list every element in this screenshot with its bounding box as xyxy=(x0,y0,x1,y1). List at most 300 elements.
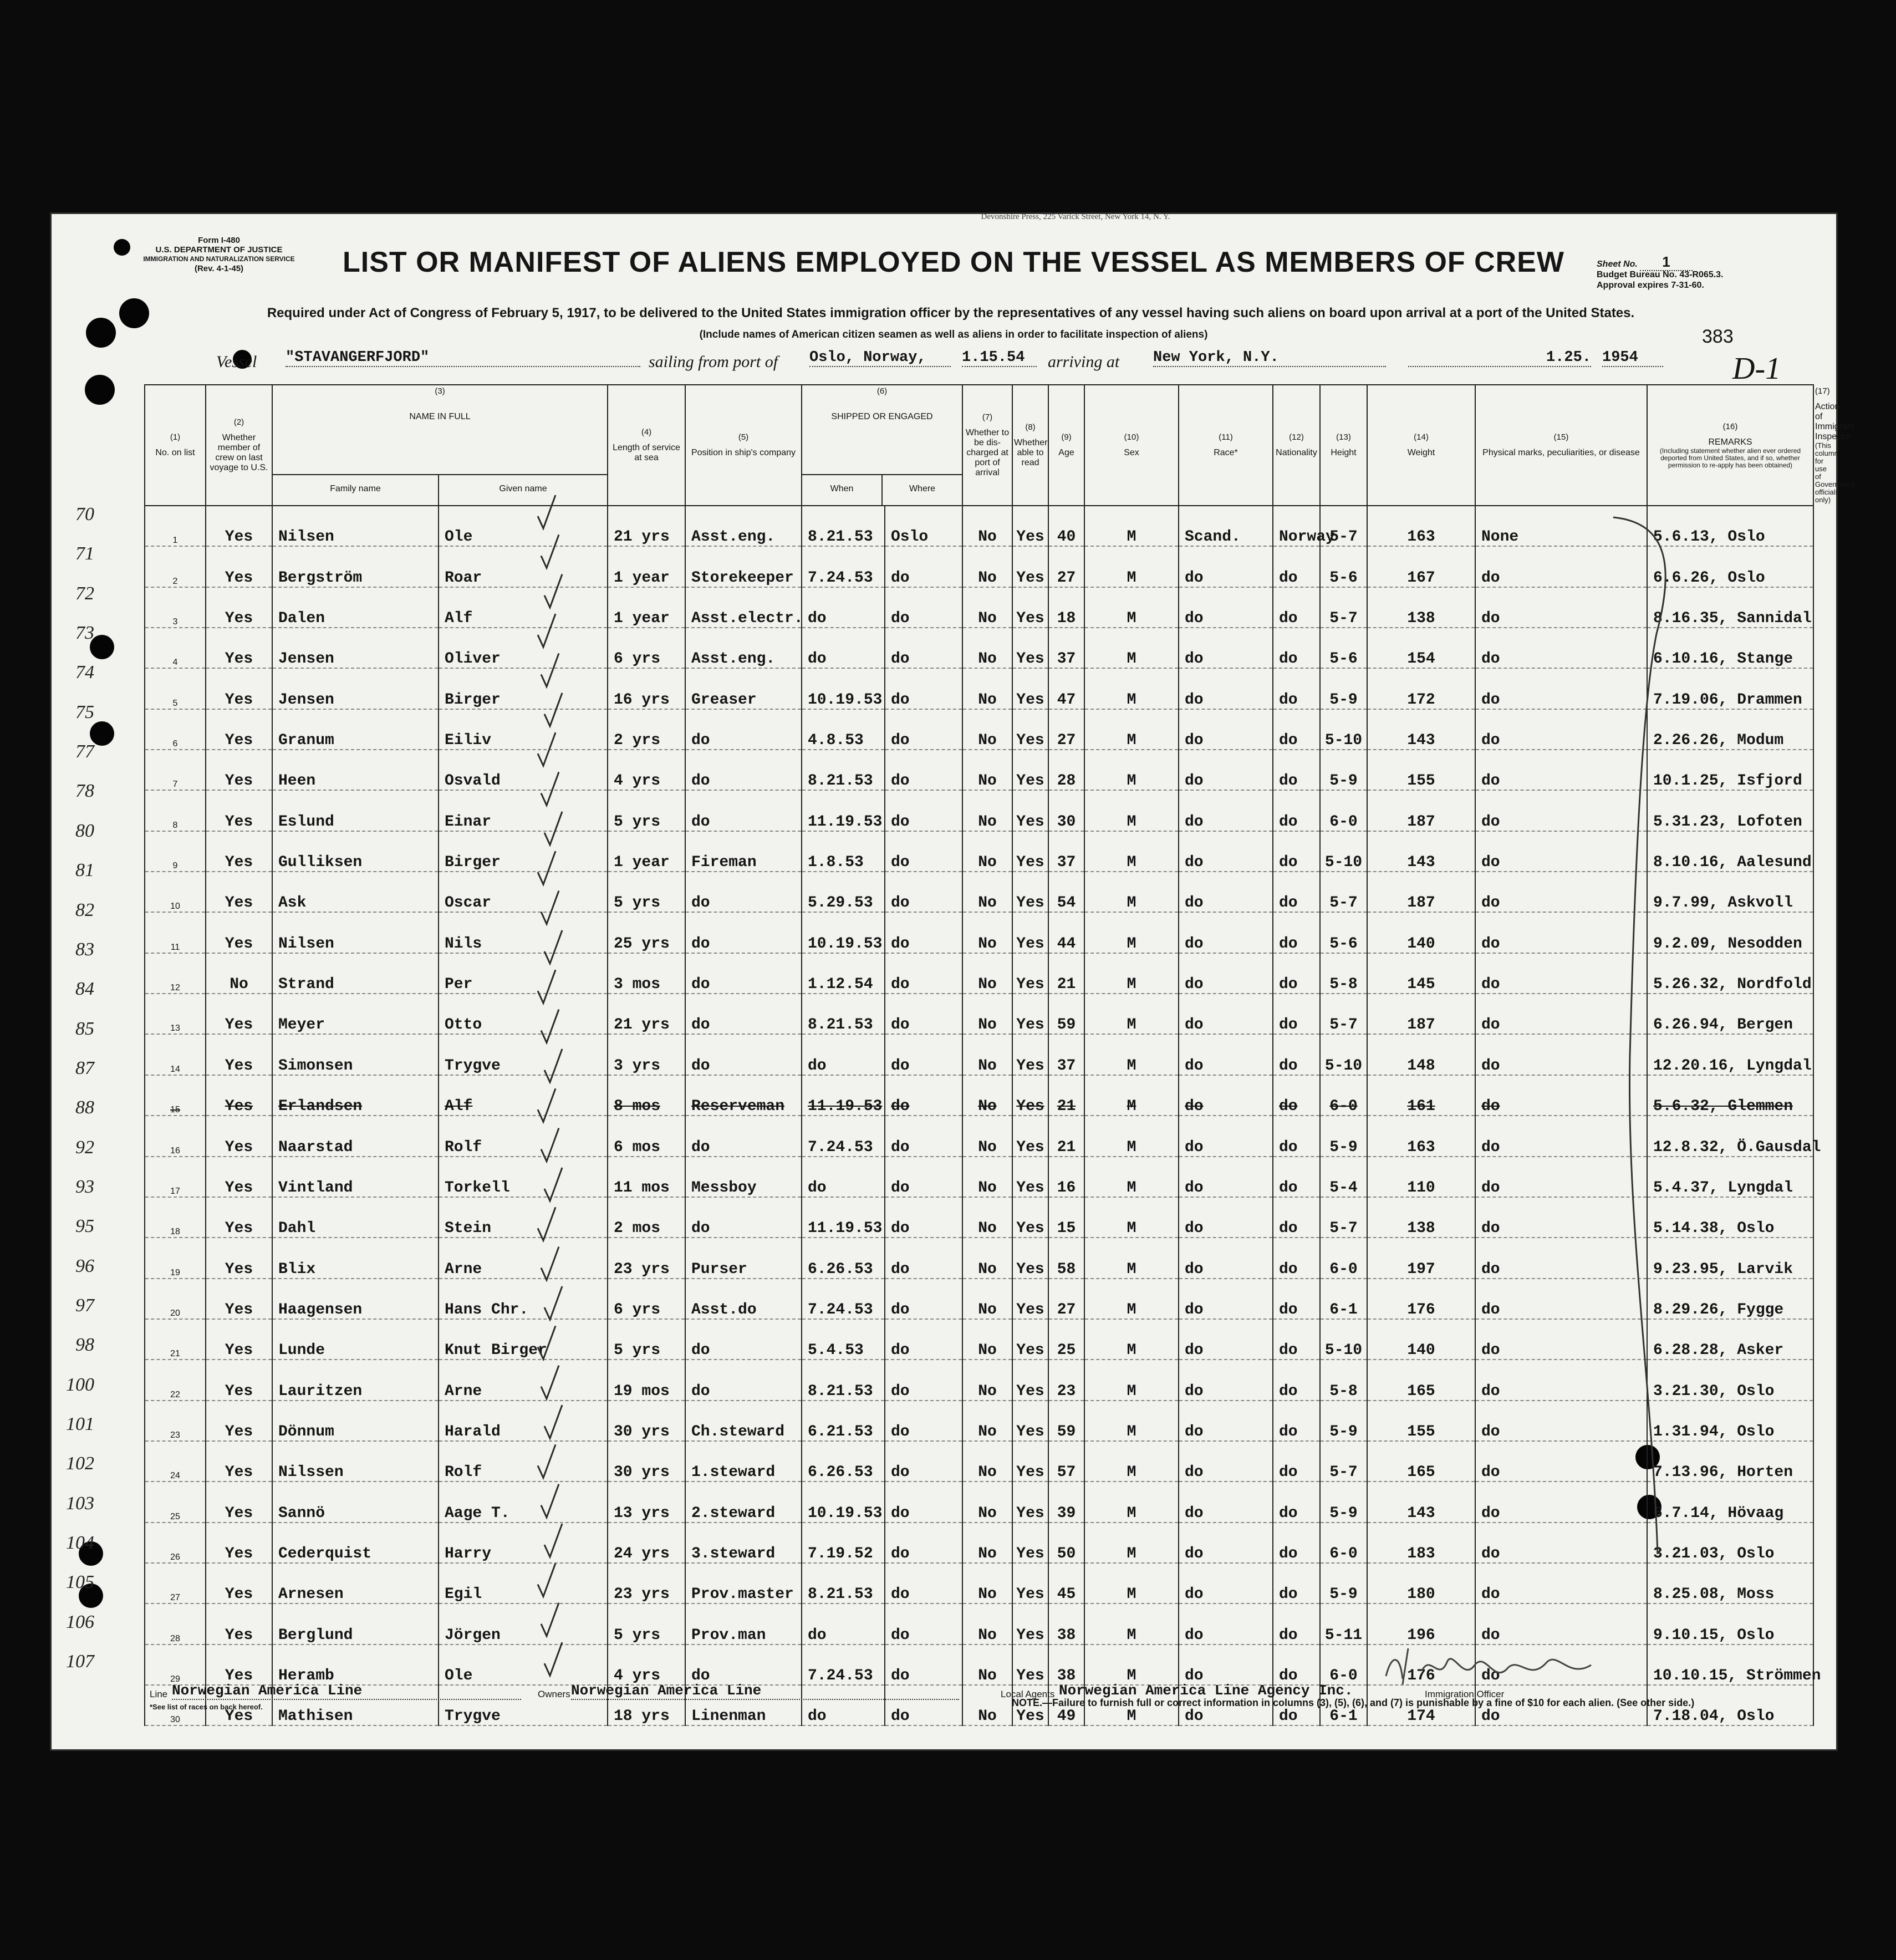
cell-line-no: 1 xyxy=(145,506,206,546)
cell-when: 10.19.53 xyxy=(802,912,885,953)
cell-when: 11.19.53 xyxy=(802,1075,885,1116)
arrival-year: 1954 xyxy=(1602,349,1663,367)
cell-race: do xyxy=(1179,709,1273,750)
cell-age: 15 xyxy=(1048,1197,1084,1238)
cell-age: 38 xyxy=(1048,1645,1084,1685)
cell-line-no: 15 xyxy=(145,1075,206,1116)
cell-service: 8 mos xyxy=(608,1075,685,1116)
cell-given: Stein xyxy=(439,1197,608,1238)
cell-age: 37 xyxy=(1048,1034,1084,1075)
margin-number: 83 xyxy=(75,939,94,960)
cell-crew: Yes xyxy=(206,790,272,831)
cell-line-no: 29 xyxy=(145,1645,206,1685)
cell-age: 21 xyxy=(1048,1075,1084,1116)
margin-number: 95 xyxy=(75,1216,94,1237)
cell-sex: M xyxy=(1084,1441,1179,1482)
cell-sex: M xyxy=(1084,1238,1179,1278)
cell-where: do xyxy=(885,1645,962,1685)
table-row xyxy=(145,1279,1813,1319)
cell-read: Yes xyxy=(1012,953,1048,994)
cell-crew: Yes xyxy=(206,994,272,1034)
cell-family: Nilsen xyxy=(272,912,439,953)
cell-read: Yes xyxy=(1012,1197,1048,1238)
cell-service: 30 yrs xyxy=(608,1441,685,1482)
cell-discharged: No xyxy=(962,1075,1012,1116)
cell-read: Yes xyxy=(1012,1685,1048,1725)
cell-service: 5 yrs xyxy=(608,790,685,831)
form-identifier xyxy=(128,236,310,273)
col-header-family-name: Family name xyxy=(273,475,439,505)
cell-sex: M xyxy=(1084,506,1179,546)
margin-number: 81 xyxy=(75,860,94,881)
cell-race: do xyxy=(1179,790,1273,831)
cell-nationality: do xyxy=(1273,1116,1320,1156)
cell-position: do xyxy=(685,709,802,750)
cell-weight: 180 xyxy=(1367,1563,1475,1603)
col-header-list-no: (1) No. on list xyxy=(145,385,206,506)
cell-height: 5-6 xyxy=(1320,628,1367,668)
cell-sex: M xyxy=(1084,1279,1179,1319)
cell-weight: 176 xyxy=(1367,1279,1475,1319)
approval-expiry: Approval expires 7-31-60. xyxy=(1597,281,1704,290)
cell-read: Yes xyxy=(1012,506,1048,546)
sailing-label: sailing from port of xyxy=(649,353,778,371)
margin-number: 100 xyxy=(66,1374,94,1395)
cell-weight: 140 xyxy=(1367,1319,1475,1360)
cell-weight: 148 xyxy=(1367,1034,1475,1075)
cell-marks: do xyxy=(1475,1116,1647,1156)
table-row xyxy=(145,750,1813,790)
cell-height: 5-10 xyxy=(1320,831,1367,872)
cell-line-no: 7 xyxy=(145,750,206,790)
cell-weight: 187 xyxy=(1367,994,1475,1034)
cell-remarks: 5.6.32, Glemmen xyxy=(1647,1075,1813,1116)
cell-when: 8.21.53 xyxy=(802,750,885,790)
cell-where: do xyxy=(885,1319,962,1360)
cell-marks: do xyxy=(1475,1238,1647,1278)
crew-rows xyxy=(145,506,1821,1725)
cell-when: 8.21.53 xyxy=(802,1360,885,1400)
cell-nationality: do xyxy=(1273,1034,1320,1075)
cell-given: Arne xyxy=(439,1360,608,1400)
cell-when: 8.21.53 xyxy=(802,994,885,1034)
cell-race: do xyxy=(1179,872,1273,912)
cell-where: do xyxy=(885,953,962,994)
cell-remarks: 10.10.15, Strömmen xyxy=(1647,1645,1813,1685)
cell-discharged: No xyxy=(962,1157,1012,1197)
cell-given: Harry xyxy=(439,1523,608,1563)
margin-number: 102 xyxy=(66,1453,94,1474)
cell-discharged: No xyxy=(962,831,1012,872)
cell-position: do xyxy=(685,872,802,912)
cell-height: 5-10 xyxy=(1320,1319,1367,1360)
vessel-line xyxy=(216,348,1685,376)
cell-family: Gulliksen xyxy=(272,831,439,872)
col-header-height: (13) Height xyxy=(1320,385,1367,506)
table-row xyxy=(145,709,1813,750)
cell-age: 27 xyxy=(1048,546,1084,587)
cell-discharged: No xyxy=(962,1279,1012,1319)
cell-service: 3 mos xyxy=(608,953,685,994)
table-row xyxy=(145,953,1813,994)
cell-family: Dalen xyxy=(272,587,439,628)
cell-discharged: No xyxy=(962,1645,1012,1685)
margin-number: 105 xyxy=(66,1572,94,1593)
cell-family: Nilsen xyxy=(272,506,439,546)
cell-age: 39 xyxy=(1048,1482,1084,1522)
cell-line-no: 16 xyxy=(145,1116,206,1156)
cell-family: Granum xyxy=(272,709,439,750)
cell-when: 1.8.53 xyxy=(802,831,885,872)
cell-position: Asst.do xyxy=(685,1279,802,1319)
cell-remarks: 7.19.06, Drammen xyxy=(1647,668,1813,709)
officer-label: Immigration Officer xyxy=(1425,1689,1505,1699)
cell-race: do xyxy=(1179,668,1273,709)
cell-service: 19 mos xyxy=(608,1360,685,1400)
cell-line-no: 6 xyxy=(145,709,206,750)
cell-read: Yes xyxy=(1012,1523,1048,1563)
cell-remarks: 8.25.08, Moss xyxy=(1647,1563,1813,1603)
cell-age: 44 xyxy=(1048,912,1084,953)
cell-race: do xyxy=(1179,1034,1273,1075)
cell-family: Dönnum xyxy=(272,1401,439,1441)
table-row xyxy=(145,1075,1813,1116)
cell-crew: Yes xyxy=(206,1441,272,1482)
margin-number: 97 xyxy=(75,1295,94,1316)
cell-read: Yes xyxy=(1012,1441,1048,1482)
cell-nationality: do xyxy=(1273,790,1320,831)
line-value: Norwegian America Line xyxy=(172,1682,521,1700)
cell-read: Yes xyxy=(1012,912,1048,953)
cell-age: 30 xyxy=(1048,790,1084,831)
cell-given: Rolf xyxy=(439,1441,608,1482)
cell-given: Eiliv xyxy=(439,709,608,750)
cell-family: Arnesen xyxy=(272,1563,439,1603)
margin-number: 101 xyxy=(66,1414,94,1435)
arrival-port: New York, N.Y. xyxy=(1153,349,1386,367)
cell-when: 5.4.53 xyxy=(802,1319,885,1360)
cell-sex: M xyxy=(1084,1197,1179,1238)
cell-crew: Yes xyxy=(206,1075,272,1116)
cell-crew: Yes xyxy=(206,912,272,953)
table-row xyxy=(145,1197,1813,1238)
cell-family: Cederquist xyxy=(272,1523,439,1563)
cell-where: do xyxy=(885,1360,962,1400)
cell-sex: M xyxy=(1084,1645,1179,1685)
cell-where: do xyxy=(885,1157,962,1197)
cell-family: Lauritzen xyxy=(272,1360,439,1400)
cell-remarks: 2.26.26, Modum xyxy=(1647,709,1813,750)
cell-discharged: No xyxy=(962,1523,1012,1563)
cell-age: 47 xyxy=(1048,668,1084,709)
cell-service: 24 yrs xyxy=(608,1523,685,1563)
cell-marks: do xyxy=(1475,1157,1647,1197)
margin-number: 72 xyxy=(75,583,94,604)
cell-given: Ole xyxy=(439,506,608,546)
cell-nationality: do xyxy=(1273,1319,1320,1360)
cell-family: Haagensen xyxy=(272,1279,439,1319)
cell-where: Oslo xyxy=(885,506,962,546)
cell-position: do xyxy=(685,750,802,790)
cell-read: Yes xyxy=(1012,1401,1048,1441)
cell-remarks: 12.20.16, Lyngdal xyxy=(1647,1034,1813,1075)
cell-when: 7.24.53 xyxy=(802,1116,885,1156)
col-header-sex: (10) Sex xyxy=(1084,385,1179,506)
margin-number: 104 xyxy=(66,1533,94,1554)
cell-race: Scand. xyxy=(1179,506,1273,546)
cell-sex: M xyxy=(1084,1685,1179,1725)
cell-crew: Yes xyxy=(206,1116,272,1156)
cell-where: do xyxy=(885,1116,962,1156)
manifest-sheet xyxy=(50,212,1855,1751)
cell-position: do xyxy=(685,790,802,831)
cell-age: 37 xyxy=(1048,831,1084,872)
cell-remarks: 7.13.96, Horten xyxy=(1647,1441,1813,1482)
cell-remarks: 9.2.09, Nesodden xyxy=(1647,912,1813,953)
cell-remarks: 1.31.94, Oslo xyxy=(1647,1401,1813,1441)
owners-label: Owners xyxy=(538,1689,570,1699)
cell-nationality: do xyxy=(1273,628,1320,668)
cell-given: Rolf xyxy=(439,1116,608,1156)
cell-race: do xyxy=(1179,1319,1273,1360)
cell-race: do xyxy=(1179,1401,1273,1441)
margin-number: 75 xyxy=(75,701,94,722)
cell-nationality: do xyxy=(1273,831,1320,872)
cell-service: 6 mos xyxy=(608,1116,685,1156)
cell-given: Birger xyxy=(439,831,608,872)
cell-weight: 145 xyxy=(1367,953,1475,994)
cell-nationality: do xyxy=(1273,994,1320,1034)
cell-read: Yes xyxy=(1012,994,1048,1034)
table-row xyxy=(145,831,1813,872)
margin-number: 84 xyxy=(75,979,94,1000)
cell-discharged: No xyxy=(962,994,1012,1034)
cell-where: do xyxy=(885,546,962,587)
cell-crew: Yes xyxy=(206,1685,272,1725)
cell-marks: do xyxy=(1475,1603,1647,1644)
page-title: LIST OR MANIFEST OF ALIENS EMPLOYED ON THE VESSEL AS MEMBERS OF CREW xyxy=(343,246,1564,278)
cell-where: do xyxy=(885,1685,962,1725)
cell-given: Harald xyxy=(439,1401,608,1441)
cell-family: Mathisen xyxy=(272,1685,439,1725)
cell-height: 5-7 xyxy=(1320,872,1367,912)
cell-family: Eslund xyxy=(272,790,439,831)
cell-weight: 183 xyxy=(1367,1523,1475,1563)
cell-age: 49 xyxy=(1048,1685,1084,1725)
cell-height: 5-6 xyxy=(1320,546,1367,587)
cell-remarks: 6.7.14, Hövaag xyxy=(1647,1482,1813,1522)
cell-discharged: No xyxy=(962,1360,1012,1400)
cell-family: Berglund xyxy=(272,1603,439,1644)
cell-read: Yes xyxy=(1012,546,1048,587)
cell-discharged: No xyxy=(962,628,1012,668)
margin-number: 93 xyxy=(75,1176,94,1197)
cell-given: Einar xyxy=(439,790,608,831)
cell-service: 5 yrs xyxy=(608,1319,685,1360)
cell-line-no: 18 xyxy=(145,1197,206,1238)
cell-when: 6.26.53 xyxy=(802,1238,885,1278)
service: IMMIGRATION AND NATURALIZATION SERVICE xyxy=(143,255,295,263)
cell-position: Asst.electr. xyxy=(685,587,802,628)
cell-where: do xyxy=(885,1603,962,1644)
cell-when: 7.24.53 xyxy=(802,1645,885,1685)
cell-crew: Yes xyxy=(206,1401,272,1441)
cell-marks: do xyxy=(1475,790,1647,831)
cell-height: 5-11 xyxy=(1320,1603,1367,1644)
cell-position: Asst.eng. xyxy=(685,628,802,668)
cell-weight: 176 xyxy=(1367,1645,1475,1685)
cell-race: do xyxy=(1179,1238,1273,1278)
cell-line-no: 27 xyxy=(145,1563,206,1603)
cell-age: 27 xyxy=(1048,1279,1084,1319)
cell-sex: M xyxy=(1084,709,1179,750)
cell-crew: Yes xyxy=(206,1603,272,1644)
cell-weight: 155 xyxy=(1367,750,1475,790)
cell-sex: M xyxy=(1084,668,1179,709)
cell-age: 27 xyxy=(1048,709,1084,750)
cell-nationality: do xyxy=(1273,1603,1320,1644)
cell-when: 8.21.53 xyxy=(802,1563,885,1603)
cell-where: do xyxy=(885,628,962,668)
cell-family: Dahl xyxy=(272,1197,439,1238)
cell-remarks: 6.26.94, Bergen xyxy=(1647,994,1813,1034)
cell-age: 18 xyxy=(1048,587,1084,628)
cell-nationality: do xyxy=(1273,1563,1320,1603)
cell-when: do xyxy=(802,1603,885,1644)
budget-bureau: Budget Bureau No. 43-R065.3. xyxy=(1597,270,1724,279)
cell-marks: do xyxy=(1475,1685,1647,1725)
margin-number: 74 xyxy=(75,662,94,683)
cell-line-no: 25 xyxy=(145,1482,206,1522)
margin-number: 73 xyxy=(75,623,94,644)
vessel-name: "STAVANGERFJORD" xyxy=(286,349,640,367)
margin-number: 96 xyxy=(75,1255,94,1276)
cell-race: do xyxy=(1179,994,1273,1034)
cell-crew: Yes xyxy=(206,628,272,668)
cell-position: do xyxy=(685,1116,802,1156)
cell-marks: do xyxy=(1475,872,1647,912)
col-header-shipped: (6) SHIPPED OR ENGAGED When Where xyxy=(802,385,962,506)
cell-read: Yes xyxy=(1012,1563,1048,1603)
arrival-date: 1.25. xyxy=(1408,349,1591,367)
table-row xyxy=(145,1563,1813,1603)
cell-read: Yes xyxy=(1012,1482,1048,1522)
cell-where: do xyxy=(885,1197,962,1238)
table-row xyxy=(145,1441,1813,1482)
cell-where: do xyxy=(885,587,962,628)
cell-crew: Yes xyxy=(206,1197,272,1238)
cell-family: Blix xyxy=(272,1238,439,1278)
cell-read: Yes xyxy=(1012,1116,1048,1156)
cell-weight: 155 xyxy=(1367,1401,1475,1441)
table-row xyxy=(145,1238,1813,1278)
col-header-when: When xyxy=(802,475,883,505)
cell-nationality: do xyxy=(1273,668,1320,709)
sheet-number: 1 xyxy=(1640,253,1692,271)
cell-marks: do xyxy=(1475,1401,1647,1441)
cell-service: 5 yrs xyxy=(608,1603,685,1644)
cell-height: 6-0 xyxy=(1320,1645,1367,1685)
vessel-label: Vessel xyxy=(216,353,257,371)
cell-when: do xyxy=(802,587,885,628)
cell-race: do xyxy=(1179,912,1273,953)
cell-discharged: No xyxy=(962,790,1012,831)
table-row xyxy=(145,872,1813,912)
arriving-label: arriving at xyxy=(1048,353,1120,371)
cell-nationality: do xyxy=(1273,1685,1320,1725)
cell-race: do xyxy=(1179,1116,1273,1156)
cell-line-no: 24 xyxy=(145,1441,206,1482)
cell-service: 25 yrs xyxy=(608,912,685,953)
cell-sex: M xyxy=(1084,1034,1179,1075)
cell-family: Heramb xyxy=(272,1645,439,1685)
cell-crew: Yes xyxy=(206,872,272,912)
cell-nationality: do xyxy=(1273,1645,1320,1685)
cell-position: Messboy xyxy=(685,1157,802,1197)
departure-date: 1.15.54 xyxy=(962,349,1037,367)
cell-line-no: 21 xyxy=(145,1319,206,1360)
cell-sex: M xyxy=(1084,587,1179,628)
races-note: *See list of races on back hereof. xyxy=(150,1703,263,1711)
cell-height: 5-9 xyxy=(1320,1482,1367,1522)
cell-when: 7.24.53 xyxy=(802,1279,885,1319)
cell-marks: do xyxy=(1475,994,1647,1034)
cell-service: 2 yrs xyxy=(608,709,685,750)
cell-discharged: No xyxy=(962,668,1012,709)
cell-position: Storekeeper xyxy=(685,546,802,587)
cell-crew: Yes xyxy=(206,1034,272,1075)
cell-sex: M xyxy=(1084,1157,1179,1197)
table-row xyxy=(145,1401,1813,1441)
cell-sex: M xyxy=(1084,872,1179,912)
cell-line-no: 12 xyxy=(145,953,206,994)
cell-marks: do xyxy=(1475,1360,1647,1400)
cell-where: do xyxy=(885,1563,962,1603)
cell-weight: 167 xyxy=(1367,546,1475,587)
cell-service: 6 yrs xyxy=(608,628,685,668)
cell-line-no: 20 xyxy=(145,1279,206,1319)
cell-given: Trygve xyxy=(439,1034,608,1075)
cell-marks: do xyxy=(1475,628,1647,668)
cell-family: Jensen xyxy=(272,668,439,709)
cell-sex: M xyxy=(1084,628,1179,668)
cell-remarks: 5.14.38, Oslo xyxy=(1647,1197,1813,1238)
cell-when: do xyxy=(802,1034,885,1075)
cell-read: Yes xyxy=(1012,628,1048,668)
cell-sex: M xyxy=(1084,1401,1179,1441)
cell-weight: 143 xyxy=(1367,709,1475,750)
cell-age: 23 xyxy=(1048,1360,1084,1400)
cell-where: do xyxy=(885,872,962,912)
cell-service: 21 yrs xyxy=(608,506,685,546)
table-row xyxy=(145,1157,1813,1197)
cell-service: 4 yrs xyxy=(608,1645,685,1685)
cell-where: do xyxy=(885,1523,962,1563)
col-header-service: (4) Length of service at sea xyxy=(608,385,685,506)
cell-family: Erlandsen xyxy=(272,1075,439,1116)
cell-position: 2.steward xyxy=(685,1482,802,1522)
cell-marks: do xyxy=(1475,831,1647,872)
cell-marks: do xyxy=(1475,912,1647,953)
cell-marks: None xyxy=(1475,506,1647,546)
margin-number: 71 xyxy=(75,543,94,564)
cell-weight: 174 xyxy=(1367,1685,1475,1725)
cell-discharged: No xyxy=(962,1319,1012,1360)
cell-read: Yes xyxy=(1012,1360,1048,1400)
cell-crew: Yes xyxy=(206,1482,272,1522)
cell-weight: 138 xyxy=(1367,587,1475,628)
cell-nationality: do xyxy=(1273,1441,1320,1482)
